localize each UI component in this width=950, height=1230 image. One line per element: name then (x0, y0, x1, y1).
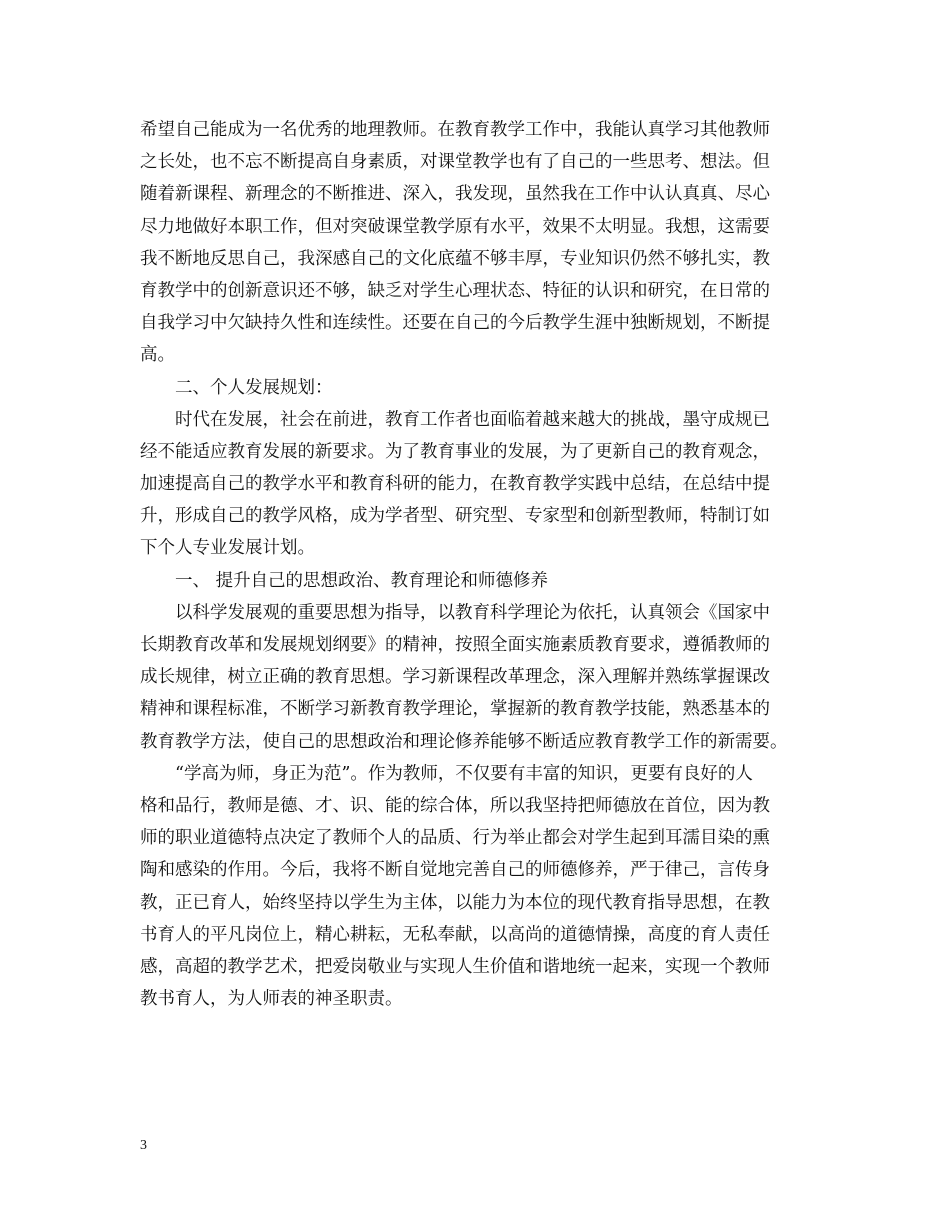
text-line: 教，正已育人，始终坚持以学生为主体，以能力为本位的现代教育指导思想，在教 (140, 892, 770, 913)
text-line: 下个人专业发展计划。 (140, 538, 315, 559)
text-line: 时代在发展，社会在前进，教育工作者也面临着越来越大的挑战，墨守成规已 (175, 409, 770, 430)
text-line: 一、 提升自己的思想政治、教育理论和师德修养 (175, 570, 549, 591)
text-line: 教育教学方法，使自己的思想政治和理论修养能够不断适应教育教学工作的新需要。 (140, 731, 788, 752)
text-line: 升，形成自己的教学风格，成为学者型、研究型、专家型和创新型教师，特制订如 (140, 506, 770, 527)
text-line: 以科学发展观的重要思想为指导，以教育科学理论为依托，认真领会《国家中 (175, 602, 770, 623)
text-line: 陶和感染的作用。今后，我将不断自觉地完善自己的师德修养，严于律己，言传身 (140, 860, 770, 881)
text-line: 尽力地做好本职工作，但对突破课堂教学原有水平，效果不太明显。我想，这需要 (140, 216, 770, 237)
text-line: 育教学中的创新意识还不够，缺乏对学生心理状态、特征的认识和研究，在日常的 (140, 280, 770, 301)
text-line: “学高为师，身正为范”。作为教师，不仅要有丰富的知识，更要有良好的人 (175, 763, 753, 784)
body-text (140, 114, 820, 1015)
text-line: 随着新课程、新理念的不断推进、深入，我发现，虽然我在工作中认认真真、尽心 (140, 184, 770, 205)
text-line: 感，高超的教学艺术，把爱岗敬业与实现人生价值和谐地统一起来，实现一个教师 (140, 956, 770, 977)
text-line: 加速提高自己的教学水平和教育科研的能力，在教育教学实践中总结，在总结中提 (140, 474, 770, 495)
page-number: 3 (140, 1138, 147, 1153)
text-line: 自我学习中欠缺持久性和连续性。还要在自己的今后教学生涯中独断规划，不断提 (140, 313, 770, 334)
text-line: 成长规律，树立正确的教育思想。学习新课程改革理念，深入理解并熟练掌握课改 (140, 667, 770, 688)
text-line: 希望自己能成为一名优秀的地理教师。在教育教学工作中，我能认真学习其他教师 (140, 120, 770, 140)
text-line: 长期教育改革和发展规划纲要》的精神，按照全面实施素质教育要求，遵循教师的 (140, 635, 770, 655)
text-line: 经不能适应教育发展的新要求。为了教育事业的发展，为了更新自己的教育观念， (140, 441, 770, 462)
text-line: 二、个人发展规划： (175, 377, 333, 398)
text-line: 我不断地反思自己，我深感自己的文化底蕴不够丰厚，专业知识仍然不够扎实，教 (140, 248, 770, 269)
text-line: 格和品行，教师是德、才、识、能的综合体，所以我坚持把师德放在首位，因为教 (140, 795, 770, 816)
text-line: 之长处，也不忘不断提高自身素质，对课堂教学也有了自己的一些思考、想法。但 (140, 152, 770, 173)
text-line: 师的职业道德特点决定了教师个人的品质、行为举止都会对学生起到耳濡目染的熏 (140, 828, 770, 849)
text-line: 高。 (140, 345, 175, 366)
text-line: 教书育人，为人师表的神圣职责。 (140, 989, 403, 1010)
text-line: 精神和课程标准，不断学习新教育教学理论，掌握新的教育教学技能，熟悉基本的 (140, 699, 770, 720)
text-line: 书育人的平凡岗位上，精心耕耘，无私奉献，以高尚的道德情操，高度的育人责任 (140, 924, 770, 945)
